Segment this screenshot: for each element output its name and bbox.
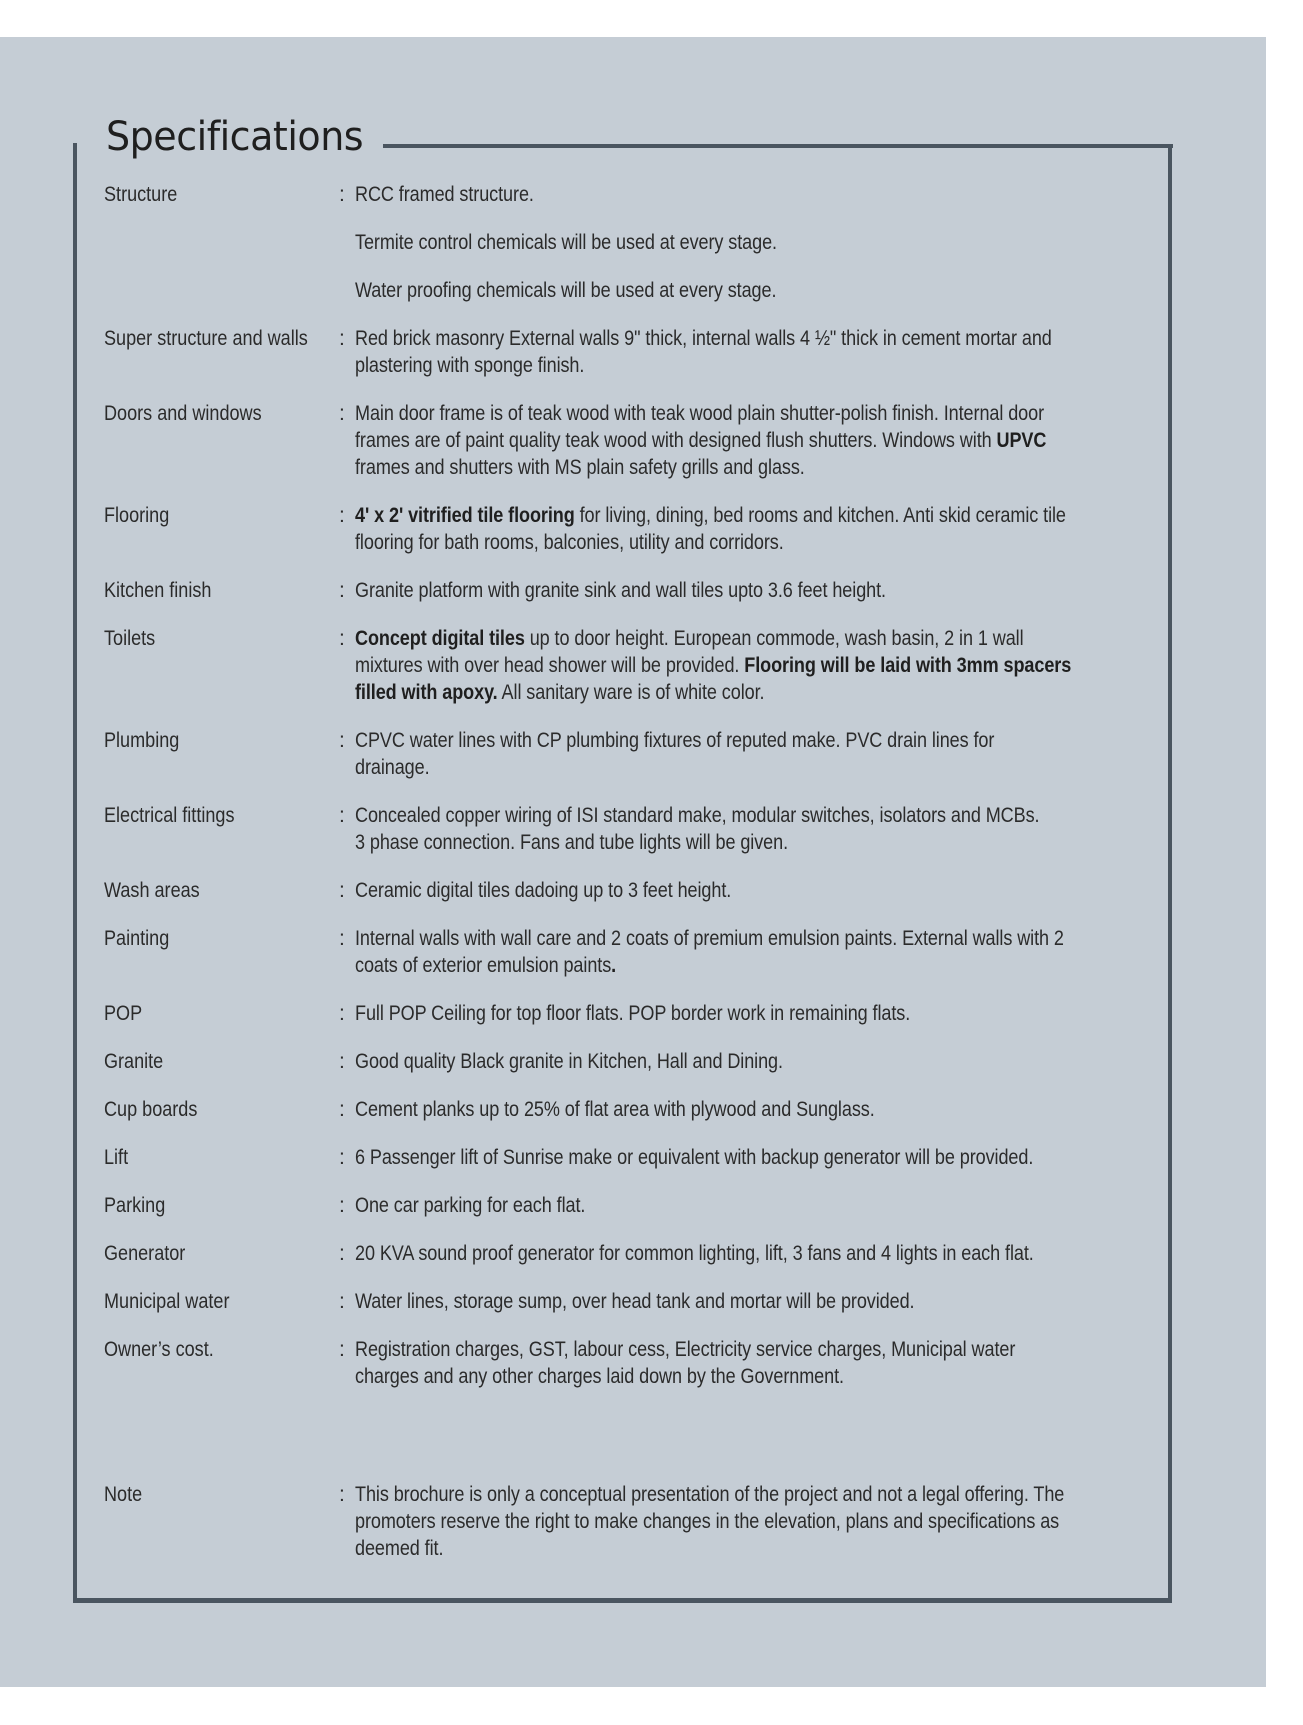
spec-text-bold: 4' x 2' vitrified tile flooring	[355, 504, 575, 527]
spec-text: promoters reserve the right to make changes in the elevation, plans and specifications as	[355, 1510, 1060, 1533]
spec-value-line	[355, 181, 534, 208]
spec-separator: :	[339, 504, 345, 527]
spec-text-bold: Flooring will be laid with 3mm spacers	[744, 654, 1072, 677]
spec-value-line	[355, 529, 1066, 556]
spec-text: Registration charges, GST, labour cess, Electricity service charges, Municipal water	[355, 1338, 1016, 1361]
spec-value	[355, 502, 1182, 556]
spec-separator: :	[339, 1146, 345, 1169]
spec-value	[355, 400, 1159, 481]
spec-value	[355, 1192, 623, 1219]
spec-value	[355, 1048, 853, 1075]
spec-label: Structure	[104, 183, 178, 206]
spec-text: Cement planks up to 25% of flat area with plywood and Sunglass.	[355, 1098, 875, 1121]
spec-value	[355, 1000, 1001, 1027]
spec-label: Wash areas	[104, 879, 200, 902]
spec-value-line	[355, 754, 994, 781]
spec-value	[355, 325, 1165, 379]
spec-value-line	[355, 577, 886, 604]
spec-value-line	[355, 652, 1071, 679]
spec-text: Good quality Black granite in Kitchen, Hall and Dining.	[355, 1050, 783, 1073]
spec-text-bold: .	[611, 954, 617, 977]
spec-value-line	[355, 727, 994, 754]
spec-value-line	[355, 1048, 783, 1075]
spec-label: Parking	[104, 1194, 166, 1217]
spec-value	[355, 1288, 1006, 1315]
spec-text-bold: UPVC	[996, 429, 1047, 452]
spec-text: for living, dining, bed rooms and kitchen. Anti skid ceramic tile	[574, 504, 1066, 527]
spec-value	[355, 1096, 959, 1123]
spec-text: 20 KVA sound proof generator for common lighting, lift, 3 fans and 4 lights in each flat.	[355, 1242, 1034, 1265]
spec-label: Generator	[104, 1242, 186, 1265]
spec-value-line	[355, 1288, 914, 1315]
spec-text: CPVC water lines with CP plumbing fixtures of reputed make. PVC drain lines for	[355, 729, 995, 752]
spec-value	[355, 1144, 1144, 1171]
spec-value-line	[355, 1481, 1064, 1508]
spec-label: Toilets	[104, 627, 156, 650]
spec-value-line	[355, 400, 1046, 427]
spec-text: Water lines, storage sump, over head tank and mortar will be provided.	[355, 1290, 915, 1313]
spec-text: frames are of paint quality teak wood with designed flush shutters. Windows with	[355, 429, 997, 452]
spec-separator: :	[339, 1338, 345, 1361]
spec-value-line	[355, 1240, 1034, 1267]
spec-text: RCC framed structure.	[355, 183, 534, 206]
spec-text: All sanitary ware is of white color.	[497, 681, 765, 704]
spec-text: Water proofing chemicals will be used at every stage.	[355, 279, 777, 302]
spec-text: coats of exterior emulsion paints	[355, 954, 612, 977]
spec-label: Lift	[104, 1146, 129, 1169]
spec-separator: :	[339, 327, 345, 350]
spec-text: drainage.	[355, 756, 430, 779]
page-title: Specifications	[106, 114, 364, 160]
spec-label: POP	[104, 1002, 143, 1025]
spec-text: up to door height. European commode, wash basin, 2 in 1 wall	[524, 627, 1024, 650]
spec-value-line	[355, 679, 1071, 706]
spec-text: Termite control chemicals will be used at every stage.	[355, 231, 777, 254]
spec-separator: :	[339, 1242, 345, 1265]
spec-value-line	[355, 625, 1071, 652]
spec-separator: :	[339, 1050, 345, 1073]
spec-separator: :	[339, 183, 345, 206]
spec-separator: :	[339, 879, 345, 902]
spec-value	[355, 1481, 1180, 1562]
spec-text: Ceramic digital tiles dadoing up to 3 feet height.	[355, 879, 732, 902]
spec-value-line	[355, 925, 1064, 952]
spec-label: Owner’s cost.	[104, 1338, 214, 1361]
spec-text: 3 phase connection. Fans and tube lights will be given.	[355, 831, 789, 854]
spec-separator: :	[339, 579, 345, 602]
spec-value-line	[355, 802, 1039, 829]
spec-value-line	[355, 454, 1046, 481]
spec-separator: :	[339, 729, 345, 752]
spec-value	[355, 181, 563, 208]
spec-value-line	[355, 352, 1052, 379]
spec-text: Main door frame is of teak wood with teak wood plain shutter-polish finish. Internal door	[355, 402, 1045, 425]
spec-value-line	[355, 229, 777, 256]
spec-value-line	[355, 952, 1064, 979]
spec-separator: :	[339, 804, 345, 827]
spec-label: Note	[104, 1483, 143, 1506]
spec-value-line	[355, 277, 776, 304]
spec-label: Municipal water	[104, 1290, 230, 1313]
spec-text: charges and any other charges laid down by the Government.	[355, 1365, 844, 1388]
spec-text: Full POP Ceiling for top floor flats. POP border work in remaining flats.	[355, 1002, 911, 1025]
spec-value	[355, 277, 845, 304]
spec-value	[355, 1240, 1144, 1267]
spec-label: Flooring	[104, 504, 170, 527]
spec-value-line	[355, 1535, 1064, 1562]
spec-value-line	[355, 502, 1066, 529]
spec-value-line	[355, 1096, 875, 1123]
spec-value-line	[355, 829, 1039, 856]
spec-text: Concealed copper wiring of ISI standard make, modular switches, isolators and MCBs.	[355, 804, 1040, 827]
spec-label: Electrical fittings	[104, 804, 235, 827]
spec-value	[355, 727, 1098, 781]
spec-text: One car parking for each flat.	[355, 1194, 586, 1217]
spec-label: Doors and windows	[104, 402, 262, 425]
spec-value-line	[355, 877, 731, 904]
spec-text: Internal walls with wall care and 2 coats of premium emulsion paints. External walls with 2	[355, 927, 1064, 950]
spec-value	[355, 877, 792, 904]
spec-text: frames and shutters with MS plain safety grills and glass.	[355, 456, 805, 479]
spec-value-line	[355, 1336, 1015, 1363]
spec-text: plastering with sponge finish.	[355, 354, 585, 377]
spec-separator: :	[339, 402, 345, 425]
spec-text: Red brick masonry External walls 9" thick, internal walls 4 ½" thick in cement mortar and	[355, 327, 1052, 350]
spec-text: This brochure is only a conceptual presentation of the project and not a legal offering. The	[355, 1483, 1065, 1506]
spec-value-line	[355, 427, 1046, 454]
spec-label: Kitchen finish	[104, 579, 212, 602]
spec-text: mixtures with over head shower will be provided.	[355, 654, 745, 677]
spec-value	[355, 229, 846, 256]
spec-value	[355, 925, 1179, 979]
spec-value-line	[355, 1144, 1033, 1171]
spec-text: 6 Passenger lift of Sunrise make or equivalent with backup generator will be provided.	[355, 1146, 1034, 1169]
spec-separator: :	[339, 927, 345, 950]
spec-text: flooring for bath rooms, balconies, utility and corridors.	[355, 531, 784, 554]
spec-value-line	[355, 1363, 1015, 1390]
spec-label: Cup boards	[104, 1098, 198, 1121]
spec-label: Painting	[104, 927, 170, 950]
spec-value-line	[355, 1192, 585, 1219]
spec-separator: :	[339, 627, 345, 650]
spec-label: Plumbing	[104, 729, 180, 752]
spec-value	[355, 1336, 1123, 1390]
spec-value	[355, 625, 1188, 706]
spec-value-line	[355, 325, 1052, 352]
spec-separator: :	[339, 1002, 345, 1025]
spec-separator: :	[339, 1290, 345, 1313]
spec-separator: :	[339, 1098, 345, 1121]
spec-text: Granite platform with granite sink and wall tiles upto 3.6 feet height.	[355, 579, 886, 602]
spec-value-line	[355, 1508, 1064, 1535]
spec-text-bold: filled with apoxy.	[355, 681, 498, 704]
spec-text: deemed fit.	[355, 1537, 444, 1560]
spec-separator: :	[339, 1194, 345, 1217]
spec-value	[355, 577, 972, 604]
spec-separator: :	[339, 1483, 345, 1506]
spec-text-bold: Concept digital tiles	[355, 627, 525, 650]
spec-value-line	[355, 1000, 910, 1027]
spec-label: Super structure and walls	[104, 327, 308, 350]
spec-value	[355, 802, 1151, 856]
spec-label: Granite	[104, 1050, 164, 1073]
